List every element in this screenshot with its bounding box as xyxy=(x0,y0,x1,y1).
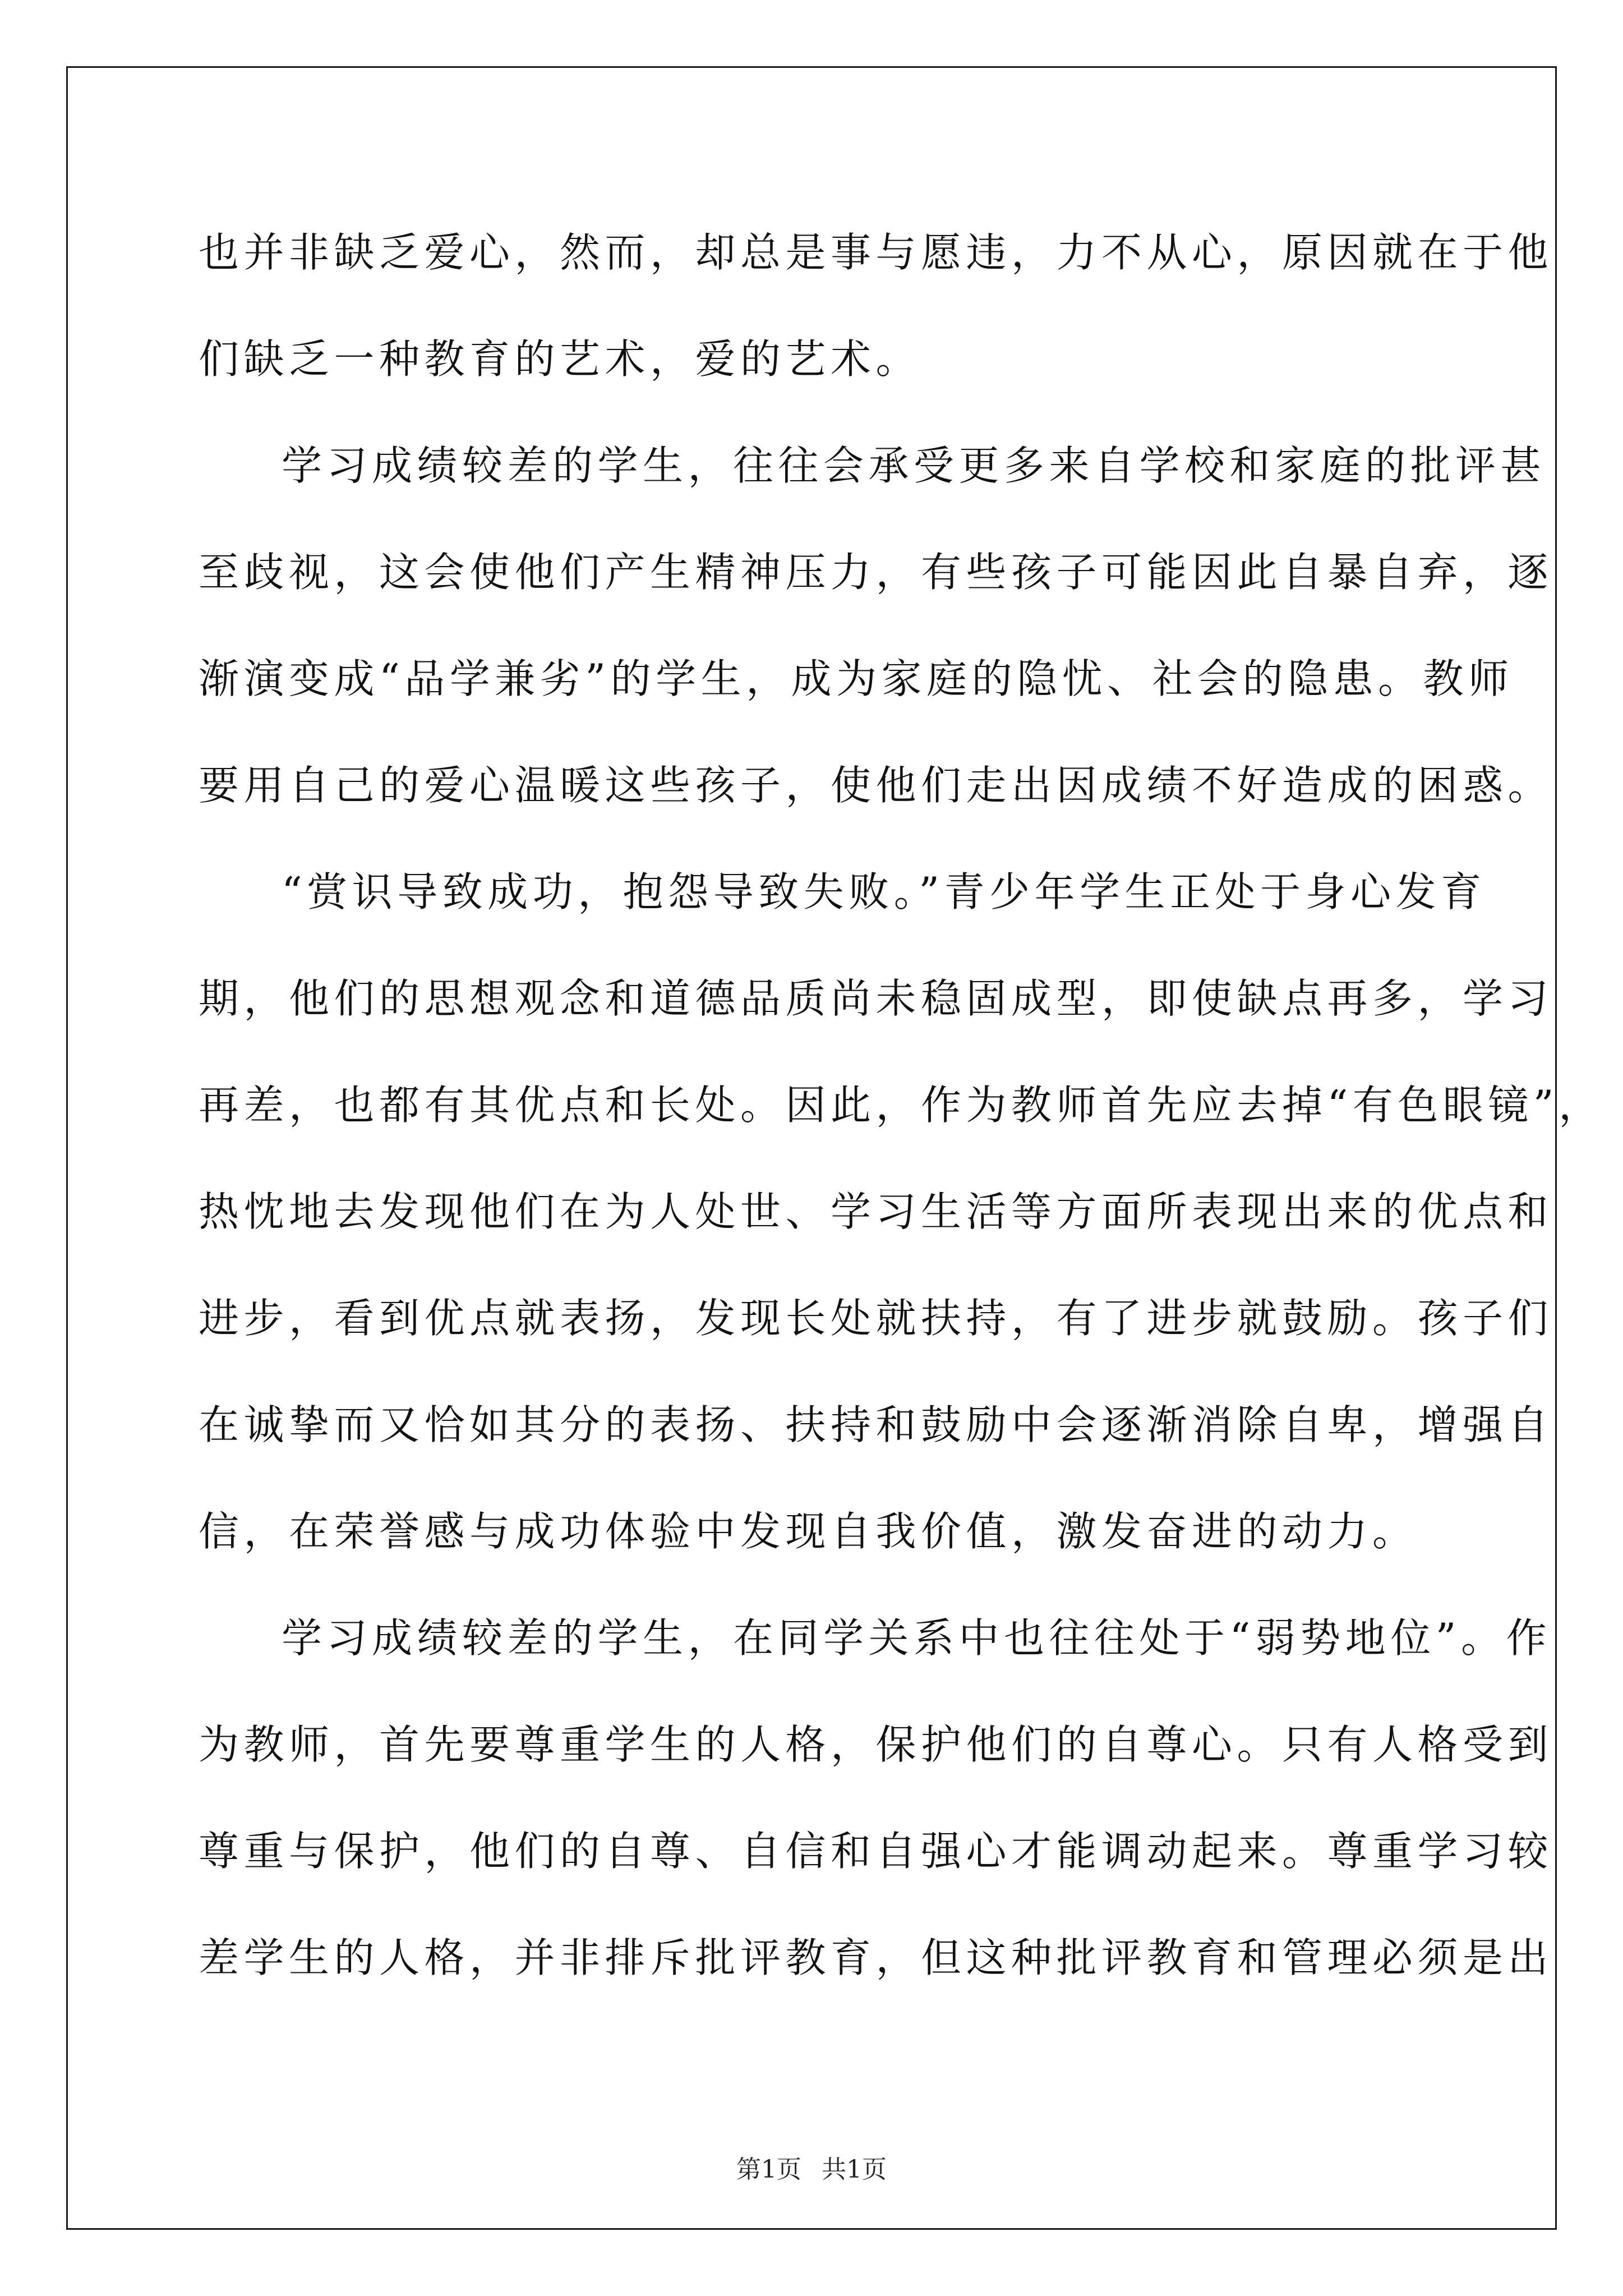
text-line: 热忱地去发现他们在为人处世、学习生活等方面所表现出来的优点和 xyxy=(199,1188,1553,1235)
text-line: 期，他们的思想观念和道德品质尚未稳固成型，即使缺点再多，学习 xyxy=(199,975,1553,1022)
document-body xyxy=(199,220,1604,2032)
page-footer xyxy=(0,2153,1623,2187)
paragraph-start-line: “赏识导致成功，抱怨导致失败。”青少年学生正处于身心发育 xyxy=(282,868,1486,915)
text-line: 至歧视，这会使他们产生精神压力，有些孩子可能因此自暴自弃，逐 xyxy=(199,549,1553,596)
text-line: 要用自己的爱心温暖这些孩子，使他们走出因成绩不好造成的困惑。 xyxy=(199,762,1553,809)
text-line: 信，在荣誉感与成功体验中发现自我价值，激发奋进的动力。 xyxy=(199,1508,1418,1555)
text-line: 渐演变成“品学兼劣”的学生，成为家庭的隐忧、社会的隐患。教师 xyxy=(199,655,1514,702)
text-line: 们缺乏一种教育的艺术，爱的艺术。 xyxy=(199,335,921,383)
text-line: 在诚挚而又恰如其分的表扬、扶持和鼓励中会逐渐消除自卑，增强自 xyxy=(199,1401,1553,1448)
text-line: 尊重与保护，他们的自尊、自信和自强心才能调动起来。尊重学习较 xyxy=(199,1828,1553,1875)
paragraph-start-line: 学习成绩较差的学生，往往会承受更多来自学校和家庭的批评甚 xyxy=(282,442,1546,489)
text-line: 进步，看到优点就表扬，发现长处就扶持，有了进步就鼓励。孩子们 xyxy=(199,1295,1553,1342)
text-line: 再差，也都有其优点和长处。因此，作为教师首先应去掉“有色眼镜”， xyxy=(199,1082,1604,1129)
text-line: 为教师，首先要尊重学生的人格，保护他们的自尊心。只有人格受到 xyxy=(199,1721,1553,1768)
text-line: 差学生的人格，并非排斥批评教育，但这种批评教育和管理必须是出 xyxy=(199,1934,1553,1981)
paragraph-start-line: 学习成绩较差的学生，在同学关系中也往往处于“弱势地位”。作 xyxy=(282,1614,1552,1662)
page-number: 第1页 xyxy=(736,2155,801,2184)
page-total: 共1页 xyxy=(822,2155,887,2184)
text-line: 也并非缺乏爱心，然而，却总是事与愿违，力不从心，原因就在于他 xyxy=(199,229,1553,276)
